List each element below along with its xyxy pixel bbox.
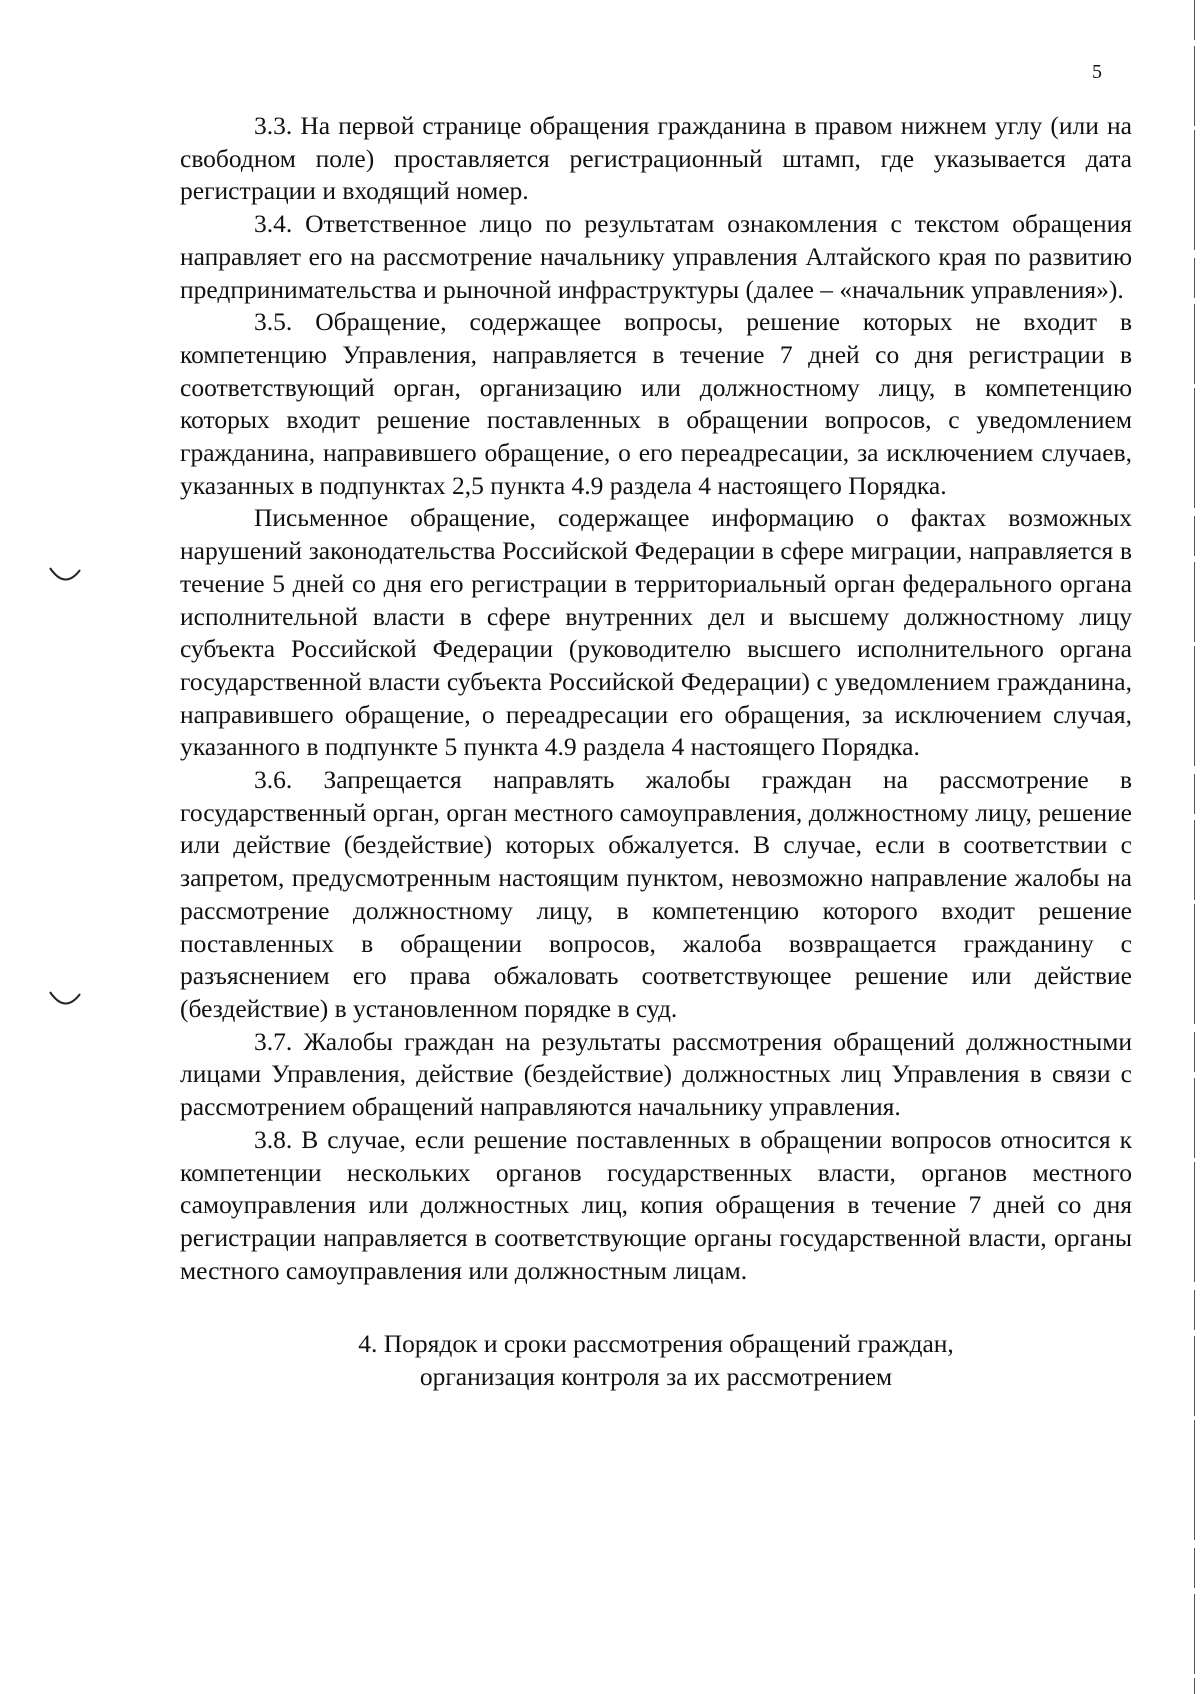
page-number: 5 — [1092, 61, 1102, 83]
section-heading-line-2: организация контроля за их рассмотрением — [419, 1362, 893, 1392]
paragraph-3-8: 3.8. В случае, если решение поставленных в обращении вопросов относится к компетенции нескольких органов государственных власти, органов местного самоуправления или должностных лиц, копия обращения в течение 7 дней со дня регистрации направляется в соответствующие органы государственной власти, органы местного самоуправления или должностным лицам. — [180, 1124, 1132, 1285]
punch-hole-mark — [48, 990, 82, 1010]
paragraph-3-4: 3.4. Ответственное лицо по результатам ознакомления с текстом обращения направляет его на рассмотрение начальнику управления Алтайского края по развитию предпринимательства и рыночной инфраструктуры (далее – «начальник управления»). — [180, 209, 1132, 304]
section-heading — [180, 1327, 1132, 1393]
paragraph-3-6: 3.6. Запрещается направлять жалобы граждан на рассмотрение в государственный орган, орган местного самоуправления, должностному лицу, решение или действие (бездействие) которых обжалуется. В случае, если в соответствии с запретом, предусмотренным настоящим пунктом, невозможно направление жалобы на рассмотрение должностному лицу, в компетенцию которого входит решение поставленных в обращении вопросов, жалоба возвращается гражданину с разъяснением его права обжаловать соответствующее решение или действие (бездействие) в установленном порядке в суд. — [180, 765, 1132, 1023]
paragraph-3-7: 3.7. Жалобы граждан на результаты рассмотрения обращений должностными лицами Управления, действие (бездействие) должностных лиц Управления в связи с рассмотрением обращений направляются начальнику управления. — [180, 1026, 1132, 1122]
paragraph-3-3: 3.3. На первой странице обращения гражданина в правом нижнем углу (или на свободном поле) проставляется регистрационный штамп, где указывается дата регистрации и входящий номер. — [180, 111, 1132, 206]
section-heading-line-1: 4. Порядок и сроки рассмотрения обращений граждан, — [358, 1329, 954, 1359]
punch-hole-mark — [48, 566, 82, 586]
scan-edge-line — [1193, 0, 1196, 1694]
paragraph-3-5: 3.5. Обращение, содержащее вопросы, решение которых не входит в компетенцию Управления, направляется в течение 7 дней со дня регистрации в соответствующий орган, организацию или должностному лицу, в компетенцию которых входит решение поставленных в обращении вопросов, с уведомлением гражданина, направившего обращение, о его переадресации, за исключением случаев, указанных в подпунктах 2,5 пункта 4.9 раздела 4 настоящего Порядка. — [180, 307, 1132, 500]
document-body — [180, 110, 1132, 1393]
paragraph-migration: Письменное обращение, содержащее информацию о фактах возможных нарушений законодательства Российской Федерации в сфере миграции, направляется в течение 5 дней со дня его регистрации в территориальный орган федерального органа исполнительной власти в сфере внутренних дел и высшему должностному лицу субъекта Российской Федерации (руководителю высшего исполнительного органа государственной власти субъекта Российской Федерации) с уведомлением гражданина, направившего обращение, о переадресации его обращения, за исключением случая, указанного в подпункте 5 пункта 4.9 раздела 4 настоящего Порядка. — [180, 503, 1132, 762]
